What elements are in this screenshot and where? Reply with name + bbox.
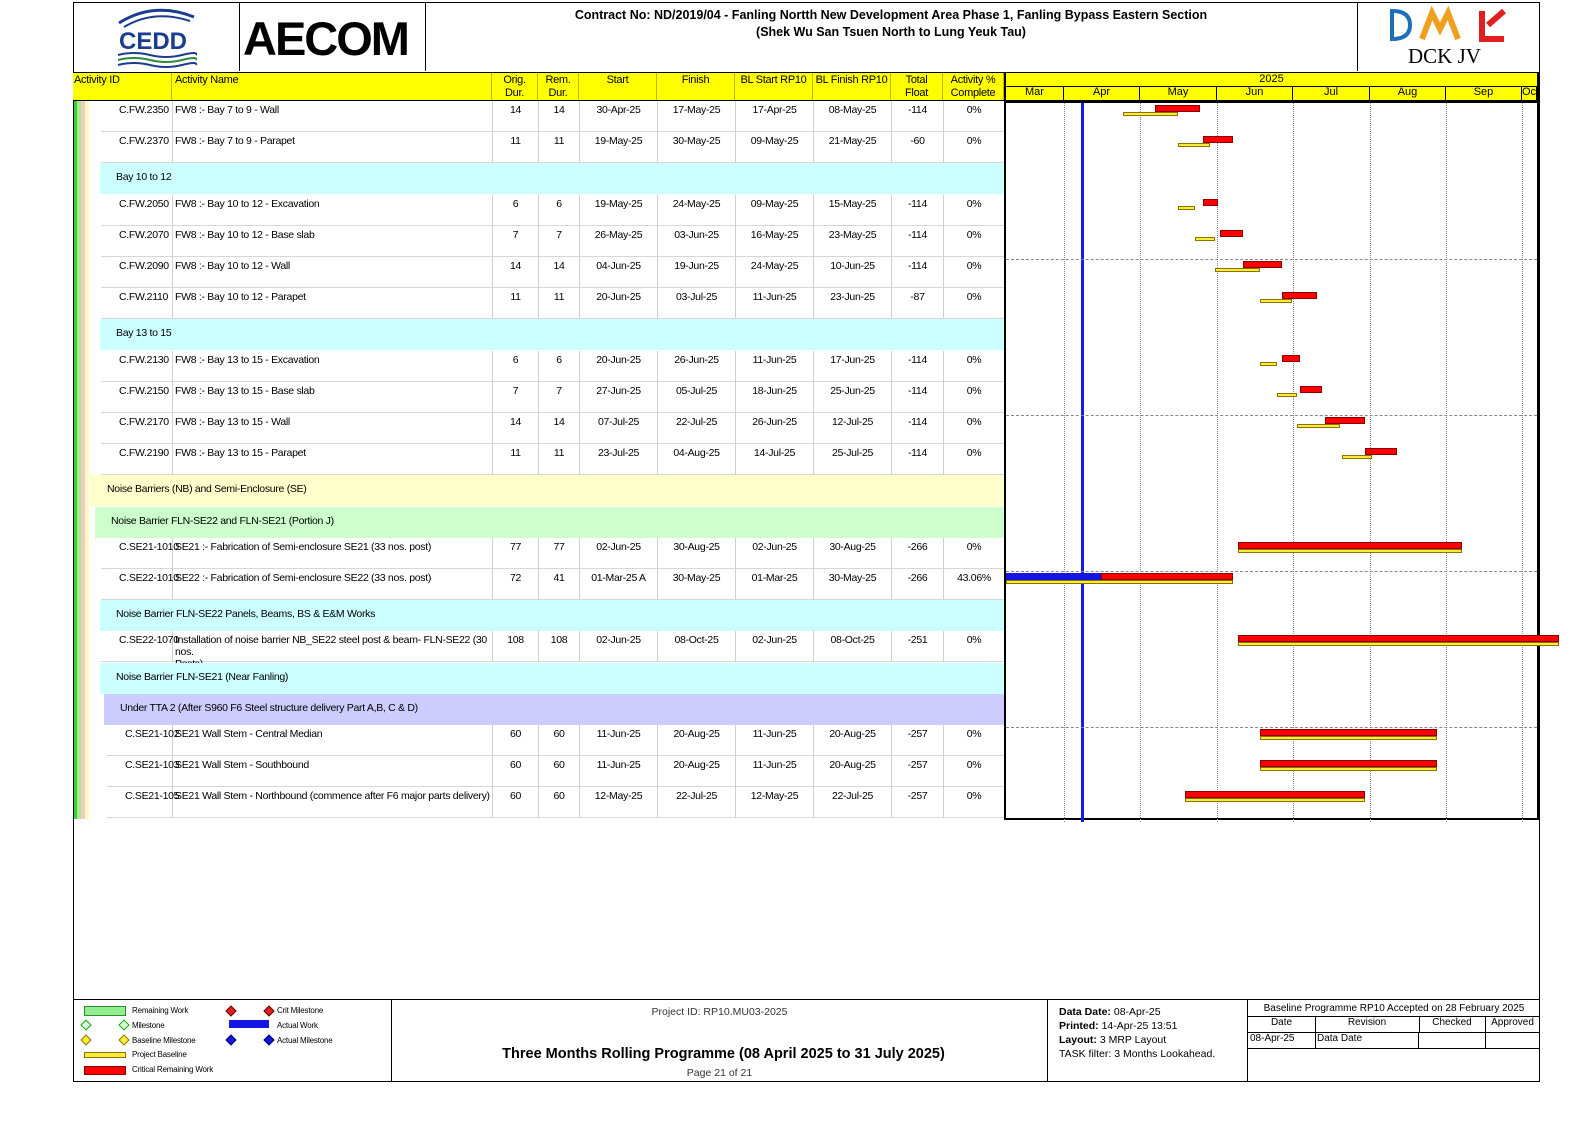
activity-row[interactable]	[101, 132, 1004, 163]
baseline-bar[interactable]	[1178, 143, 1210, 147]
timescale-month: Aug	[1370, 86, 1446, 100]
cell-id: C.FW.2370	[101, 132, 173, 163]
col-activity-name[interactable]: Activity Name	[172, 73, 492, 100]
cell-name: FW8 :- Bay 13 to 15 - Wall	[173, 413, 493, 444]
legend-project-baseline-label: Project Baseline	[132, 1050, 187, 1059]
cell-blf: 22-Jul-25	[814, 787, 892, 818]
layout-name: Layout: 3 MRP Layout	[1059, 1034, 1167, 1046]
cell-blf: 08-Oct-25	[814, 631, 892, 662]
cell-finish: 08-Oct-25	[658, 631, 736, 662]
group-band-label: Noise Barrier FLN-SE22 Panels, Beams, BS & E&M Works	[116, 608, 376, 620]
cell-rd: 108	[539, 631, 580, 662]
cell-start: 12-May-25	[580, 787, 658, 818]
timescale-month: Apr	[1064, 86, 1140, 100]
cell-finish: 04-Aug-25	[658, 444, 736, 475]
month-gridline	[1064, 103, 1065, 822]
legend-project-baseline-swatch	[84, 1052, 126, 1058]
cell-id: C.FW.2190	[101, 444, 173, 475]
cell-start: 02-Jun-25	[580, 631, 658, 662]
cell-rd: 14	[539, 101, 580, 132]
cell-name: FW8 :- Bay 10 to 12 - Excavation	[173, 195, 493, 226]
cell-tf: -114	[892, 195, 944, 226]
baseline-bar[interactable]	[1195, 237, 1215, 241]
cell-name: FW8 :- Bay 10 to 12 - Base slab	[173, 226, 493, 257]
cell-id: C.FW.2090	[101, 257, 173, 288]
cell-finish: 03-Jul-25	[658, 288, 736, 319]
cell-id: C.FW.2050	[101, 195, 173, 226]
dck-jv-logo	[1357, 3, 1540, 71]
cell-finish: 03-Jun-25	[658, 226, 736, 257]
baseline-bar[interactable]	[1215, 268, 1260, 272]
cell-bls: 09-May-25	[736, 195, 814, 226]
critical-bar[interactable]	[1155, 105, 1200, 112]
cell-finish: 20-Aug-25	[658, 756, 736, 787]
legend-crit-milestone-label: Crit Milestone	[277, 1006, 324, 1015]
cell-name	[173, 631, 493, 662]
cell-id: C.FW.2350	[101, 101, 173, 132]
cell-bls: 26-Jun-25	[736, 413, 814, 444]
col-total-float[interactable]: Total Float	[891, 73, 943, 100]
timescale-month: Jun	[1217, 86, 1293, 100]
cell-start: 02-Jun-25	[580, 538, 658, 569]
cell-bls: 11-Jun-25	[736, 288, 814, 319]
cell-pct: 0%	[944, 351, 1005, 382]
critical-bar[interactable]	[1203, 136, 1233, 143]
critical-bar[interactable]	[1260, 729, 1437, 736]
cell-pct: 0%	[944, 631, 1005, 662]
cell-bls: 16-May-25	[736, 226, 814, 257]
group-band[interactable]	[100, 319, 1004, 350]
month-gridline	[1293, 103, 1294, 822]
group-band[interactable]	[90, 475, 1004, 506]
baseline-bar[interactable]	[1260, 299, 1292, 303]
cell-od: 77	[493, 538, 539, 569]
cell-rd: 6	[539, 195, 580, 226]
activity-row[interactable]	[101, 226, 1004, 257]
cell-name: FW8 :- Bay 13 to 15 - Base slab	[173, 382, 493, 413]
cell-od: 60	[493, 756, 539, 787]
cell-tf: -87	[892, 288, 944, 319]
cell-rd: 60	[539, 787, 580, 818]
baseline-bar[interactable]	[1260, 736, 1437, 740]
cell-od: 14	[493, 413, 539, 444]
data-date: Data Date: 08-Apr-25	[1059, 1006, 1161, 1018]
cell-blf: 30-May-25	[814, 569, 892, 600]
baseline-note: Baseline Programme RP10 Accepted on 28 February 2025	[1263, 1003, 1525, 1014]
activity-row[interactable]	[107, 756, 1004, 787]
cell-name: FW8 :- Bay 7 to 9 - Parapet	[173, 132, 493, 163]
baseline-bar[interactable]	[1006, 580, 1233, 584]
cell-blf: 25-Jun-25	[814, 382, 892, 413]
cell-bls: 11-Jun-25	[736, 725, 814, 756]
cell-pct: 43.06%	[944, 569, 1005, 600]
cell-pct: 0%	[944, 132, 1005, 163]
baseline-bar[interactable]	[1238, 642, 1559, 646]
month-gridline	[1446, 103, 1447, 822]
cell-bls: 02-Jun-25	[736, 538, 814, 569]
cell-finish: 22-Jul-25	[658, 787, 736, 818]
cell-start: 20-Jun-25	[580, 351, 658, 382]
critical-bar[interactable]	[1260, 760, 1437, 767]
activity-row[interactable]	[101, 444, 1004, 475]
cell-finish: 05-Jul-25	[658, 382, 736, 413]
critical-bar[interactable]	[1238, 542, 1462, 549]
col-start[interactable]: Start	[579, 73, 657, 100]
rev-col-revision: Revision	[1315, 1017, 1420, 1032]
legend-baseline-milestone-label: Baseline Milestone	[132, 1036, 196, 1045]
cell-name: SE22 :- Fabrication of Semi-enclosure SE22 (33 nos. post)	[173, 569, 493, 600]
col-bl-start[interactable]: BL Start RP10	[735, 73, 813, 100]
rev-revision: Data Date	[1315, 1033, 1419, 1048]
critical-bar[interactable]	[1325, 417, 1365, 424]
cell-id: C.FW.2110	[101, 288, 173, 319]
activity-row[interactable]	[101, 538, 1004, 569]
timescale-months	[1006, 86, 1537, 100]
cell-rd: 11	[539, 132, 580, 163]
col-finish[interactable]: Finish	[657, 73, 735, 100]
critical-bar[interactable]	[1203, 199, 1218, 206]
cell-od: 14	[493, 101, 539, 132]
contract-title: Contract No: ND/2019/04 - Fanling Nortth New Development Area Phase 1, Fanling Bypass Eastern Section (Shek Wu San Tsuen North to Lung Yeuk Tau)	[574, 8, 1208, 39]
cell-start: 26-May-25	[580, 226, 658, 257]
row-gridline	[1006, 259, 1537, 260]
group-band[interactable]	[104, 694, 1004, 725]
legend-actual-work-swatch	[229, 1020, 269, 1028]
activity-row[interactable]	[101, 195, 1004, 226]
cell-od: 11	[493, 444, 539, 475]
cell-bls: 11-Jun-25	[736, 756, 814, 787]
baseline-bar[interactable]	[1342, 455, 1372, 459]
legend-remaining-work-label: Remaining Work	[132, 1006, 189, 1015]
timescale-month: May	[1140, 86, 1217, 100]
footer-divider-2	[1047, 999, 1048, 1081]
cell-pct: 0%	[944, 226, 1005, 257]
month-gridline	[1217, 103, 1218, 822]
rev-col-checked: Checked	[1419, 1017, 1486, 1032]
cell-bls: 11-Jun-25	[736, 351, 814, 382]
critical-bar[interactable]	[1243, 261, 1283, 268]
cell-pct: 0%	[944, 538, 1005, 569]
cedd-logo	[74, 3, 240, 71]
cell-od: 7	[493, 382, 539, 413]
activity-row[interactable]	[101, 631, 1004, 662]
cell-od: 14	[493, 257, 539, 288]
timescale-month: Jul	[1293, 86, 1370, 100]
revision-header-row	[1248, 1017, 1540, 1033]
cell-rd: 11	[539, 288, 580, 319]
cell-od: 6	[493, 195, 539, 226]
cell-blf: 08-May-25	[814, 101, 892, 132]
cell-tf: -266	[892, 538, 944, 569]
gantt-chart	[1004, 101, 1539, 820]
baseline-bar[interactable]	[1297, 424, 1339, 428]
cell-tf: -114	[892, 382, 944, 413]
col-bl-finish[interactable]: BL Finish RP10	[813, 73, 891, 100]
critical-bar[interactable]	[1238, 635, 1559, 642]
cell-blf: 20-Aug-25	[814, 756, 892, 787]
cell-tf: -257	[892, 725, 944, 756]
cell-pct: 0%	[944, 756, 1005, 787]
month-gridline	[1140, 103, 1141, 822]
cell-start: 04-Jun-25	[580, 257, 658, 288]
cell-tf: -114	[892, 351, 944, 382]
cell-blf: 20-Aug-25	[814, 725, 892, 756]
cell-rd: 60	[539, 725, 580, 756]
cell-od: 108	[493, 631, 539, 662]
svg-text:DCK JV: DCK JV	[1408, 44, 1481, 68]
group-band-label: Noise Barrier FLN-SE21 (Near Fanling)	[116, 671, 289, 683]
cell-od: 11	[493, 132, 539, 163]
critical-bar[interactable]	[1101, 573, 1233, 580]
cell-bls: 12-May-25	[736, 787, 814, 818]
cell-name: FW8 :- Bay 13 to 15 - Parapet	[173, 444, 493, 475]
col-activity-pct[interactable]: Activity % Complete	[943, 73, 1004, 100]
cell-pct: 0%	[944, 787, 1005, 818]
cell-pct: 0%	[944, 725, 1005, 756]
outline-band-yellow	[85, 101, 89, 819]
svg-text:CEDD: CEDD	[119, 28, 188, 55]
critical-bar[interactable]	[1220, 230, 1242, 237]
cell-name: SE21 :- Fabrication of Semi-enclosure SE21 (33 nos. post)	[173, 538, 493, 569]
cell-id: C.SE21-105	[107, 787, 173, 818]
cell-od: 60	[493, 787, 539, 818]
cell-rd: 7	[539, 226, 580, 257]
critical-bar[interactable]	[1185, 791, 1364, 798]
cell-bls: 09-May-25	[736, 132, 814, 163]
activity-row[interactable]	[107, 787, 1004, 818]
programme-title: Three Months Rolling Programme (08 April 2025 to 31 July 2025)	[502, 1046, 945, 1062]
activity-row[interactable]	[101, 382, 1004, 413]
column-header-bar	[73, 72, 1004, 101]
cell-tf: -251	[892, 631, 944, 662]
timescale-month: Sep	[1446, 86, 1522, 100]
cell-id: C.SE21-102	[107, 725, 173, 756]
cell-start: 19-May-25	[580, 195, 658, 226]
cell-bls: 18-Jun-25	[736, 382, 814, 413]
baseline-bar[interactable]	[1123, 112, 1178, 116]
cell-name-line1: Installation of noise barrier NB_SE22 steel post & beam- FLN-SE22 (30 nos.	[175, 634, 487, 658]
cell-blf: 12-Jul-25	[814, 413, 892, 444]
cell-bls: 01-Mar-25	[736, 569, 814, 600]
month-gridline	[1370, 103, 1371, 822]
cell-tf: -60	[892, 132, 944, 163]
rev-checked	[1419, 1033, 1486, 1048]
group-band-label: Under TTA 2 (After S960 F6 Steel structure delivery Part A,B, C & D)	[120, 702, 418, 714]
baseline-bar[interactable]	[1185, 798, 1364, 802]
revision-data-row	[1248, 1033, 1540, 1049]
rev-approved	[1485, 1033, 1540, 1048]
cell-finish: 30-May-25	[658, 569, 736, 600]
cell-pct: 0%	[944, 413, 1005, 444]
cell-name: SE21 Wall Stem - Southbound	[173, 756, 493, 787]
cell-bls: 17-Apr-25	[736, 101, 814, 132]
cell-blf: 30-Aug-25	[814, 538, 892, 569]
cell-finish: 30-May-25	[658, 132, 736, 163]
cell-pct: 0%	[944, 195, 1005, 226]
cell-pct: 0%	[944, 257, 1005, 288]
cell-od: 7	[493, 226, 539, 257]
cell-rd: 7	[539, 382, 580, 413]
cell-finish: 22-Jul-25	[658, 413, 736, 444]
cell-start: 07-Jul-25	[580, 413, 658, 444]
group-band[interactable]	[95, 507, 1004, 538]
row-gridline	[1006, 727, 1537, 728]
group-band-label: Noise Barrier FLN-SE22 and FLN-SE21 (Portion J)	[111, 515, 334, 527]
cell-rd: 60	[539, 756, 580, 787]
cell-blf: 17-Jun-25	[814, 351, 892, 382]
cell-blf: 23-May-25	[814, 226, 892, 257]
activity-row[interactable]	[101, 569, 1004, 600]
critical-bar[interactable]	[1365, 448, 1397, 455]
legend-milestone-label: Milestone	[132, 1021, 165, 1030]
group-band-label: Bay 13 to 15	[116, 327, 172, 339]
critical-bar[interactable]	[1300, 386, 1322, 393]
cell-start: 11-Jun-25	[580, 756, 658, 787]
rev-col-date: Date	[1248, 1017, 1316, 1032]
cell-tf: -114	[892, 257, 944, 288]
timescale-month: Oc	[1522, 86, 1537, 98]
row-gridline	[1006, 571, 1537, 572]
cell-finish: 20-Aug-25	[658, 725, 736, 756]
activity-row[interactable]	[101, 351, 1004, 382]
cell-od: 11	[493, 288, 539, 319]
printed-date: Printed: 14-Apr-25 13:51	[1059, 1020, 1178, 1032]
timescale-header	[1004, 72, 1539, 101]
cell-id: C.SE22-1010	[101, 569, 173, 600]
group-band[interactable]	[100, 600, 1004, 631]
cell-tf: -114	[892, 413, 944, 444]
cell-name: SE21 Wall Stem - Central Median	[173, 725, 493, 756]
cell-bls: 24-May-25	[736, 257, 814, 288]
cell-id: C.SE21-1010	[101, 538, 173, 569]
cell-finish: 30-Aug-25	[658, 538, 736, 569]
cell-tf: -257	[892, 787, 944, 818]
group-band[interactable]	[100, 663, 1004, 694]
legend-actual-milestone-label: Actual Milestone	[277, 1036, 333, 1045]
cell-rd: 11	[539, 444, 580, 475]
cell-start: 19-May-25	[580, 132, 658, 163]
cell-id: C.FW.2170	[101, 413, 173, 444]
critical-bar[interactable]	[1282, 292, 1317, 299]
legend-remaining-work-swatch	[84, 1006, 126, 1016]
group-band[interactable]	[100, 163, 1004, 194]
aecom-logo: AECOM	[240, 3, 426, 71]
cell-finish: 17-May-25	[658, 101, 736, 132]
cell-id: C.FW.2130	[101, 351, 173, 382]
cell-finish: 19-Jun-25	[658, 257, 736, 288]
cell-blf: 23-Jun-25	[814, 288, 892, 319]
cell-bls: 02-Jun-25	[736, 631, 814, 662]
cell-pct: 0%	[944, 101, 1005, 132]
cell-start: 11-Jun-25	[580, 725, 658, 756]
cell-id: C.FW.2150	[101, 382, 173, 413]
revision-table	[1248, 1016, 1540, 1049]
activity-row[interactable]	[101, 413, 1004, 444]
group-band-label: Bay 10 to 12	[116, 171, 172, 183]
cell-start: 23-Jul-25	[580, 444, 658, 475]
cell-name: SE21 Wall Stem - Northbound (commence after F6 major parts delivery)	[173, 787, 493, 818]
cell-name: FW8 :- Bay 10 to 12 - Parapet	[173, 288, 493, 319]
cell-id: C.SE22-1070	[101, 631, 173, 662]
cell-tf: -114	[892, 101, 944, 132]
cell-pct: 0%	[944, 288, 1005, 319]
cell-blf: 21-May-25	[814, 132, 892, 163]
col-activity-id[interactable]: Activity ID	[73, 73, 172, 100]
rev-col-approved: Approved	[1491, 1017, 1534, 1028]
cell-bls: 14-Jul-25	[736, 444, 814, 475]
activity-row[interactable]	[101, 257, 1004, 288]
group-band-label: Noise Barriers (NB) and Semi-Enclosure (SE)	[107, 483, 307, 495]
data-date-line	[1081, 103, 1084, 822]
activity-row[interactable]	[101, 288, 1004, 319]
cell-finish: 26-Jun-25	[658, 351, 736, 382]
timescale-year: 2025	[1006, 73, 1537, 87]
legend-critical-remaining-label: Critical Remaining Work	[132, 1065, 214, 1074]
baseline-bar[interactable]	[1260, 362, 1277, 366]
legend-actual-work-label: Actual Work	[277, 1021, 318, 1030]
col-rem-dur[interactable]: Rem. Dur.	[538, 73, 579, 100]
cell-name: FW8 :- Bay 10 to 12 - Wall	[173, 257, 493, 288]
cell-blf: 10-Jun-25	[814, 257, 892, 288]
cell-tf: -114	[892, 226, 944, 257]
task-filter: TASK filter: 3 Months Lookahead.	[1059, 1048, 1216, 1060]
cell-start: 20-Jun-25	[580, 288, 658, 319]
cell-start: 01-Mar-25 A	[580, 569, 658, 600]
cell-rd: 6	[539, 351, 580, 382]
cell-start: 30-Apr-25	[580, 101, 658, 132]
timescale-month: Mar	[1006, 86, 1064, 100]
actual-work-bar[interactable]	[1006, 573, 1101, 580]
cell-od: 72	[493, 569, 539, 600]
cell-tf: -114	[892, 444, 944, 475]
cell-id: C.FW.2070	[101, 226, 173, 257]
baseline-bar[interactable]	[1260, 767, 1437, 771]
activity-row[interactable]	[107, 725, 1004, 756]
cell-tf: -257	[892, 756, 944, 787]
cell-rd: 14	[539, 413, 580, 444]
cell-rd: 77	[539, 538, 580, 569]
cell-start: 27-Jun-25	[580, 382, 658, 413]
cell-od: 60	[493, 725, 539, 756]
row-gridline	[1006, 415, 1537, 416]
month-gridline	[1522, 103, 1523, 822]
footer-top-line	[73, 999, 1540, 1000]
cell-rd: 14	[539, 257, 580, 288]
cell-id: C.SE21-103	[107, 756, 173, 787]
rev-date: 08-Apr-25	[1250, 1033, 1316, 1048]
cell-finish: 24-May-25	[658, 195, 736, 226]
col-orig-dur[interactable]: Orig. Dur.	[492, 73, 538, 100]
activity-row[interactable]	[101, 101, 1004, 132]
cell-blf: 15-May-25	[814, 195, 892, 226]
cell-tf: -266	[892, 569, 944, 600]
cell-blf: 25-Jul-25	[814, 444, 892, 475]
baseline-bar[interactable]	[1178, 206, 1195, 210]
cell-od: 6	[493, 351, 539, 382]
legend-critical-remaining-swatch	[84, 1066, 126, 1075]
project-id: Project ID: RP10.MU03-2025	[651, 1006, 788, 1018]
page-number: Page 21 of 21	[686, 1067, 753, 1079]
cell-name: FW8 :- Bay 7 to 9 - Wall	[173, 101, 493, 132]
cell-pct: 0%	[944, 382, 1005, 413]
cell-pct: 0%	[944, 444, 1005, 475]
baseline-bar[interactable]	[1238, 549, 1462, 553]
critical-bar[interactable]	[1282, 355, 1299, 362]
cell-rd: 41	[539, 569, 580, 600]
cell-name: FW8 :- Bay 13 to 15 - Excavation	[173, 351, 493, 382]
baseline-bar[interactable]	[1277, 393, 1297, 397]
